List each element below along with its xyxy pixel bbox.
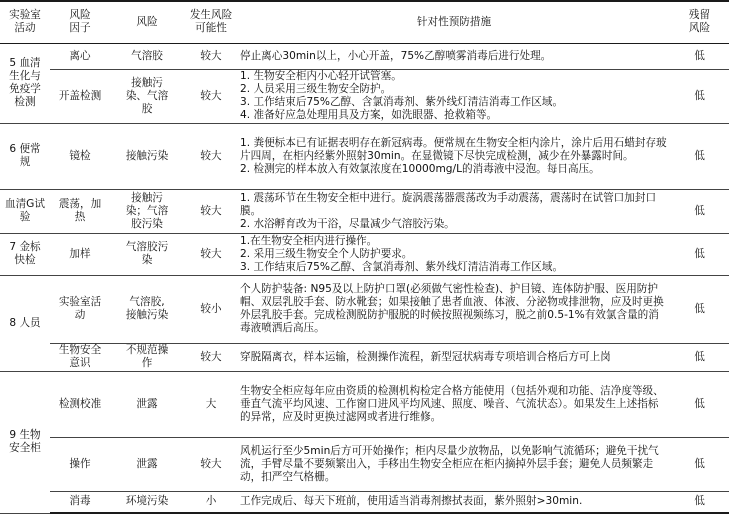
factor-cell: 操作 — [50, 437, 110, 491]
factor-cell: 镜检 — [50, 123, 110, 189]
residual-cell: 低 — [670, 371, 729, 437]
factor-cell: 消毒 — [50, 491, 110, 513]
factor-cell: 生物安全 意识 — [50, 343, 110, 371]
risk-cell: 不规范操 作 — [110, 343, 184, 371]
table-row — [0, 123, 729, 189]
table-row — [0, 233, 729, 275]
header-risk: 风险 — [110, 1, 184, 43]
likelihood-cell: 大 — [184, 371, 238, 437]
table-row — [0, 371, 729, 437]
residual-cell: 低 — [670, 437, 729, 491]
measures-cell: 1. 生物安全柜内小心轻开试管塞。 2. 人员采用三级生物安全防护。 3. 工作结束后75%乙醇、含氯消毒剂、紫外线灯清洁消毒工作区域。 4. 准备好应急处理用具及方案，如洗眼器、抢救箱等。 — [238, 69, 670, 123]
residual-cell: 低 — [670, 189, 729, 233]
header-activity: 实验室 活动 — [0, 1, 50, 43]
factor-cell: 加样 — [50, 233, 110, 275]
table-row — [0, 69, 729, 123]
factor-cell: 实验室活 动 — [50, 275, 110, 343]
risk-cell: 接触污染 — [110, 123, 184, 189]
risk-cell: 泄露 — [110, 371, 184, 437]
risk-cell: 泄露 — [110, 437, 184, 491]
header-residual-risk: 残留 风险 — [670, 1, 729, 43]
likelihood-cell: 较大 — [184, 69, 238, 123]
residual-cell: 低 — [670, 233, 729, 275]
risk-cell: 接触污 染、气溶 胶 — [110, 69, 184, 123]
residual-cell: 低 — [670, 123, 729, 189]
factor-cell: 开盖检测 — [50, 69, 110, 123]
residual-cell: 低 — [670, 275, 729, 343]
activity-cell: 血清G试 验 — [0, 189, 50, 233]
likelihood-cell: 较大 — [184, 343, 238, 371]
risk-cell: 环境污染 — [110, 491, 184, 513]
likelihood-cell: 较大 — [184, 189, 238, 233]
measures-cell: 1.在生物安全柜内进行操作。 2. 采用三级生物安全个人防护要求。 3. 工作结束后75%乙醇、含氯消毒剂、紫外线灯清洁消毒工作区域。 — [238, 233, 670, 275]
table-row — [0, 343, 729, 371]
measures-cell: 1. 震荡环节在生物安全柜中进行。旋涡震荡器震荡改为手动震荡，震荡时在试管口加封口膜。 2. 水浴孵育改为干浴，尽量减少气溶胶污染。 — [238, 189, 670, 233]
measures-cell: 生物安全柜应每年应由资质的检测机构检定合格方能使用（包括外观和功能、洁净度等级、垂直气流平均风速、工作窗口进风平均风速、照度、噪音、气流状态）。如果发生上述指标的异常，应及时更换过滤网或者进行维修。 — [238, 371, 670, 437]
likelihood-cell: 较大 — [184, 233, 238, 275]
residual-cell: 低 — [670, 43, 729, 69]
activity-cell: 6 便常 规 — [0, 123, 50, 189]
activity-cell: 5 血清 生化与 免疫学 检测 — [0, 43, 50, 123]
activity-cell: 8 人员 — [0, 275, 50, 371]
header-likelihood: 发生风险 可能性 — [184, 1, 238, 43]
residual-cell: 低 — [670, 343, 729, 371]
residual-cell: 低 — [670, 491, 729, 513]
likelihood-cell: 较大 — [184, 43, 238, 69]
likelihood-cell: 小 — [184, 491, 238, 513]
risk-cell: 接触污 染；气溶 胶污染 — [110, 189, 184, 233]
measures-cell: 风机运行至少5min后方可开始操作；柜内尽量少放物品，以免影响气流循环；避免干扰气流，手臂尽量不要频繁出入，手移出生物安全柜应在柜内摘掉外层手套；避免人员频繁走动，扣严空气格栅。 — [238, 437, 670, 491]
header-row — [0, 1, 729, 43]
table-row — [0, 189, 729, 233]
risk-cell: 气溶胶 — [110, 43, 184, 69]
measures-cell: 停止离心30min以上，小心开盖，75%乙醇喷雾消毒后进行处理。 — [238, 43, 670, 69]
factor-cell: 检测校准 — [50, 371, 110, 437]
measures-cell: 穿脱隔离衣，样本运输，检测操作流程，新型冠状病毒专项培训合格后方可上岗 — [238, 343, 670, 371]
header-measures: 针对性预防措施 — [238, 1, 670, 43]
factor-cell: 震荡，加 热 — [50, 189, 110, 233]
table-row — [0, 437, 729, 491]
residual-cell: 低 — [670, 69, 729, 123]
measures-cell: 1. 粪便标本已有证据表明存在新冠病毒。便常规在生物安全柜内涂片，涂片后用石蜡封存玻片四周，在柜内经紫外照射30min。在显微镜下尽快完成检测，减少在外暴露时间。 2. 检测完的样本放入有效氯浓度在10000mg/L的消毒液中浸泡。每日高压。 — [238, 123, 670, 189]
risk-cell: 气溶胶, 接触污染 — [110, 275, 184, 343]
table-row — [0, 43, 729, 69]
likelihood-cell: 较大 — [184, 437, 238, 491]
factor-cell: 离心 — [50, 43, 110, 69]
activity-cell: 7 金标 快检 — [0, 233, 50, 275]
likelihood-cell: 较小 — [184, 275, 238, 343]
likelihood-cell: 较大 — [184, 123, 238, 189]
header-risk-factor: 风险 因子 — [50, 1, 110, 43]
table-row — [0, 275, 729, 343]
measures-cell: 个人防护装备: N95及以上防护口罩(必须做气密性检查)、护目镜、连体防护服、医用防护帽、双层乳胶手套、防水靴套；如果接触了患者血液、体液、分泌物或排泄物，应及时更换外层乳胶手套。完成检测脱防护服脱的时候按照视频练习，脱之前0.5-1%有效氯含量的消毒液喷洒后高压。 — [238, 275, 670, 343]
risk-cell: 气溶胶污 染 — [110, 233, 184, 275]
table-row — [0, 491, 729, 513]
activity-cell: 9 生物 安全柜 — [0, 371, 50, 513]
measures-cell: 工作完成后、每天下班前，使用适当消毒剂擦拭表面，紫外照射>30min. — [238, 491, 670, 513]
